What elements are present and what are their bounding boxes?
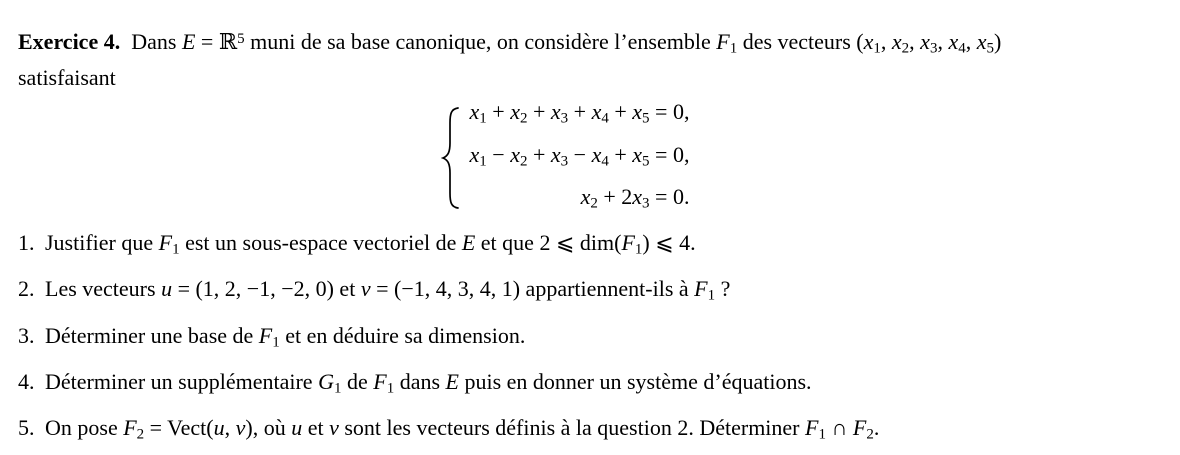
equation-row-1: x1 + x2 + x3 + x4 + x5 = 0, — [469, 99, 690, 127]
question-text: On pose F2 = Vect(u, v), où u et v sont les vecteurs définis à la question 2. Déterminer F1 ∩ F2. — [45, 415, 880, 443]
exercise-label: Exercice 4. — [18, 29, 121, 54]
question-item-5 — [18, 408, 1162, 454]
intro-paragraph — [18, 25, 1162, 92]
intro-line-1-text: Dans E = ℝ$^5$ muni de sa base canonique, on considère l’ensemble F1 des vecteurs (x1, x2, x3, x4, x5) — [120, 29, 1002, 57]
question-text: Déterminer une base de F1 et en déduire sa dimension. — [45, 322, 526, 351]
question-item-4 — [18, 362, 1162, 408]
equation-system — [18, 94, 1112, 221]
system-brace-icon — [441, 106, 461, 210]
equation-row-3: x2 + 2x3 = 0. — [580, 183, 690, 212]
question-item-1 — [18, 223, 1162, 269]
intro-line-2: satisfaisant — [18, 65, 116, 91]
question-text: Les vecteurs u = (1, 2, −1, −2, 0) et v = (−1, 4, 3, 4, 1) appartiennent-ils à F1 ? — [45, 276, 731, 304]
question-number: 5. — [18, 415, 35, 441]
question-number: 2. — [18, 276, 35, 302]
equation-row-2: x1 − x2 + x3 − x4 + x5 = 0, — [469, 141, 690, 169]
question-item-3 — [18, 316, 1162, 362]
question-text: Déterminer un supplémentaire G1 de F1 dans E puis en donner un système d’équations. — [45, 369, 812, 397]
question-number: 3. — [18, 322, 35, 348]
question-number: 4. — [18, 369, 35, 395]
question-number: 1. — [18, 230, 35, 256]
intro-line-1 — [18, 25, 1162, 63]
question-list — [18, 223, 1162, 454]
equation-rows — [470, 94, 690, 221]
question-text: Justifier que F1 est un sous-espace vectoriel de E et que 2 ⩽ dim(F1) ⩽ 4. — [45, 230, 696, 258]
question-item-2 — [18, 269, 1162, 315]
